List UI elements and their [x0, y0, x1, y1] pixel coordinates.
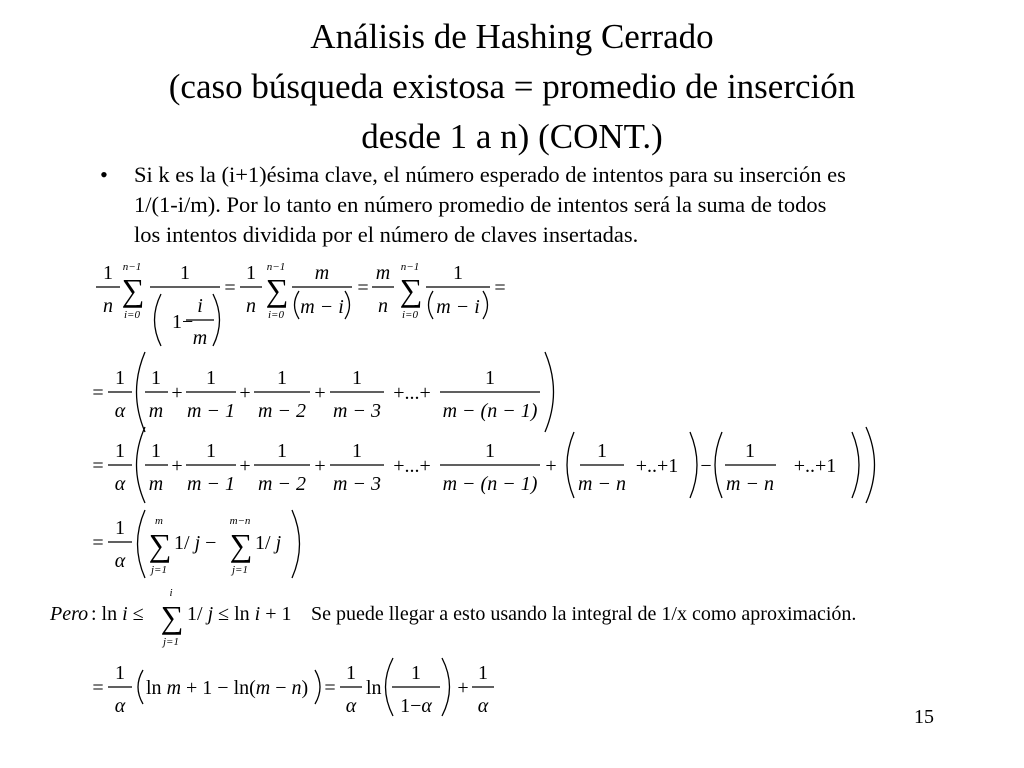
svg-text:j=1: j=1 [151, 564, 167, 576]
svg-text:=: = [494, 277, 506, 299]
svg-text:1: 1 [346, 662, 356, 684]
svg-text:m − 3: m − 3 [333, 400, 381, 422]
svg-text:−: − [700, 455, 712, 477]
svg-text:=: = [324, 677, 336, 699]
svg-text:m: m [314, 262, 330, 284]
svg-text:ln: ln [366, 677, 382, 699]
svg-text:+: + [545, 455, 557, 477]
svg-text:m − n: m − n [726, 473, 774, 495]
svg-text:1: 1 [478, 662, 488, 684]
svg-text:: ln i ≤: : ln i ≤ [91, 603, 144, 625]
svg-text:1: 1 [151, 440, 161, 462]
pero-label: Pero [50, 603, 89, 625]
svg-text:m − n: m − n [578, 473, 626, 495]
svg-text:1: 1 [246, 262, 256, 284]
svg-text:=: = [92, 677, 104, 699]
svg-text:+..+1: +..+1 [793, 455, 837, 477]
svg-text:n: n [246, 295, 256, 317]
svg-text:α: α [477, 695, 489, 717]
svg-text:m − 2: m − 2 [258, 473, 306, 495]
svg-text:=: = [357, 277, 369, 299]
svg-text:m: m [148, 473, 164, 495]
svg-text:n−1: n−1 [400, 261, 420, 273]
svg-text:∑: ∑ [399, 272, 423, 308]
svg-text:+...+: +...+ [393, 382, 431, 404]
svg-text:1: 1 [597, 440, 607, 462]
svg-text:=: = [92, 382, 104, 404]
svg-text:n: n [378, 295, 388, 317]
svg-text:1: 1 [115, 367, 125, 389]
svg-text:1/ j ≤ ln i + 1: 1/ j ≤ ln i + 1 [187, 603, 292, 625]
svg-text:m: m [192, 327, 208, 349]
title-line-2: (caso búsqueda existosa = promedio de inserción [168, 67, 856, 106]
svg-text:i: i [197, 295, 203, 317]
svg-text:1: 1 [206, 367, 216, 389]
svg-text:=: = [92, 455, 104, 477]
svg-text:m − 1: m − 1 [187, 400, 235, 422]
svg-text:+: + [314, 455, 326, 477]
svg-text:1: 1 [745, 440, 755, 462]
svg-text:+: + [239, 455, 251, 477]
svg-text:1: 1 [206, 440, 216, 462]
svg-text:m − 2: m − 2 [258, 400, 306, 422]
svg-text:∑: ∑ [229, 527, 253, 563]
svg-text:=: = [92, 532, 104, 554]
svg-text:α: α [114, 473, 126, 495]
svg-text:+: + [457, 677, 469, 699]
svg-text:m − i: m − i [436, 296, 480, 318]
svg-text:1: 1 [352, 440, 362, 462]
svg-text:m: m [375, 262, 391, 284]
svg-text:+...+: +...+ [393, 455, 431, 477]
bullet-line-1: Si k es la (i+1)ésima clave, el número esperado de intentos para su inserción es [134, 162, 846, 187]
svg-text:j=1: j=1 [232, 564, 248, 576]
title-line-3: desde 1 a n) (CONT.) [361, 117, 663, 156]
svg-text:n−1: n−1 [122, 261, 142, 273]
pero-note: Se puede llegar a esto usando la integral de 1/x como aproximación. [311, 603, 857, 625]
svg-text:1: 1 [453, 262, 463, 284]
svg-text:1: 1 [485, 367, 495, 389]
svg-text:m − (n − 1): m − (n − 1) [442, 473, 538, 495]
svg-text:i=0: i=0 [268, 309, 284, 321]
svg-text:+: + [239, 382, 251, 404]
svg-text:∑: ∑ [121, 272, 145, 308]
svg-text:1/ j −: 1/ j − [174, 532, 217, 554]
svg-text:+: + [314, 382, 326, 404]
svg-text:α: α [345, 695, 357, 717]
svg-text:1: 1 [277, 440, 287, 462]
svg-text:∑: ∑ [160, 599, 184, 635]
svg-text:+: + [171, 455, 183, 477]
svg-text:1: 1 [411, 662, 421, 684]
svg-text:m: m [148, 400, 164, 422]
svg-text:1: 1 [485, 440, 495, 462]
svg-text:1: 1 [352, 367, 362, 389]
svg-text:1: 1 [115, 662, 125, 684]
svg-text:1: 1 [115, 440, 125, 462]
svg-text:1−α: 1−α [400, 695, 432, 717]
svg-text:m: m [155, 515, 163, 527]
svg-text:m−n: m−n [229, 515, 251, 527]
svg-text:+..+1: +..+1 [635, 455, 679, 477]
svg-text:1: 1 [180, 262, 190, 284]
page-number: 15 [914, 706, 934, 728]
svg-text:m − (n − 1): m − (n − 1) [442, 400, 538, 422]
svg-text:i=0: i=0 [124, 309, 140, 321]
svg-text:m − i: m − i [300, 296, 344, 318]
title-line-1: Análisis de Hashing Cerrado [310, 17, 714, 56]
svg-text:1: 1 [115, 517, 125, 539]
svg-text:i=0: i=0 [402, 309, 418, 321]
svg-text:1: 1 [103, 262, 113, 284]
svg-text:+: + [171, 382, 183, 404]
svg-text:∑: ∑ [265, 272, 289, 308]
svg-text:j=1: j=1 [163, 636, 179, 648]
svg-text:1: 1 [151, 367, 161, 389]
svg-text:α: α [114, 550, 126, 572]
svg-text:1−: 1− [172, 311, 194, 333]
svg-text:=: = [224, 277, 236, 299]
svg-text:m − 3: m − 3 [333, 473, 381, 495]
svg-text:α: α [114, 400, 126, 422]
svg-text:1/ j: 1/ j [255, 532, 282, 554]
svg-text:n−1: n−1 [266, 261, 286, 273]
svg-text:α: α [114, 695, 126, 717]
bullet-line-3: los intentos dividida por el número de claves insertadas. [134, 222, 639, 247]
svg-text:ln m + 1 − ln(m − n): ln m + 1 − ln(m − n) [146, 677, 309, 699]
bullet-marker: • [100, 162, 108, 187]
svg-text:n: n [103, 295, 113, 317]
svg-text:m − 1: m − 1 [187, 473, 235, 495]
svg-text:1: 1 [277, 367, 287, 389]
svg-text:i: i [169, 587, 173, 599]
svg-text:∑: ∑ [148, 527, 172, 563]
bullet-line-2: 1/(1-i/m). Por lo tanto en número promedio de intentos será la suma de todos [134, 192, 827, 217]
